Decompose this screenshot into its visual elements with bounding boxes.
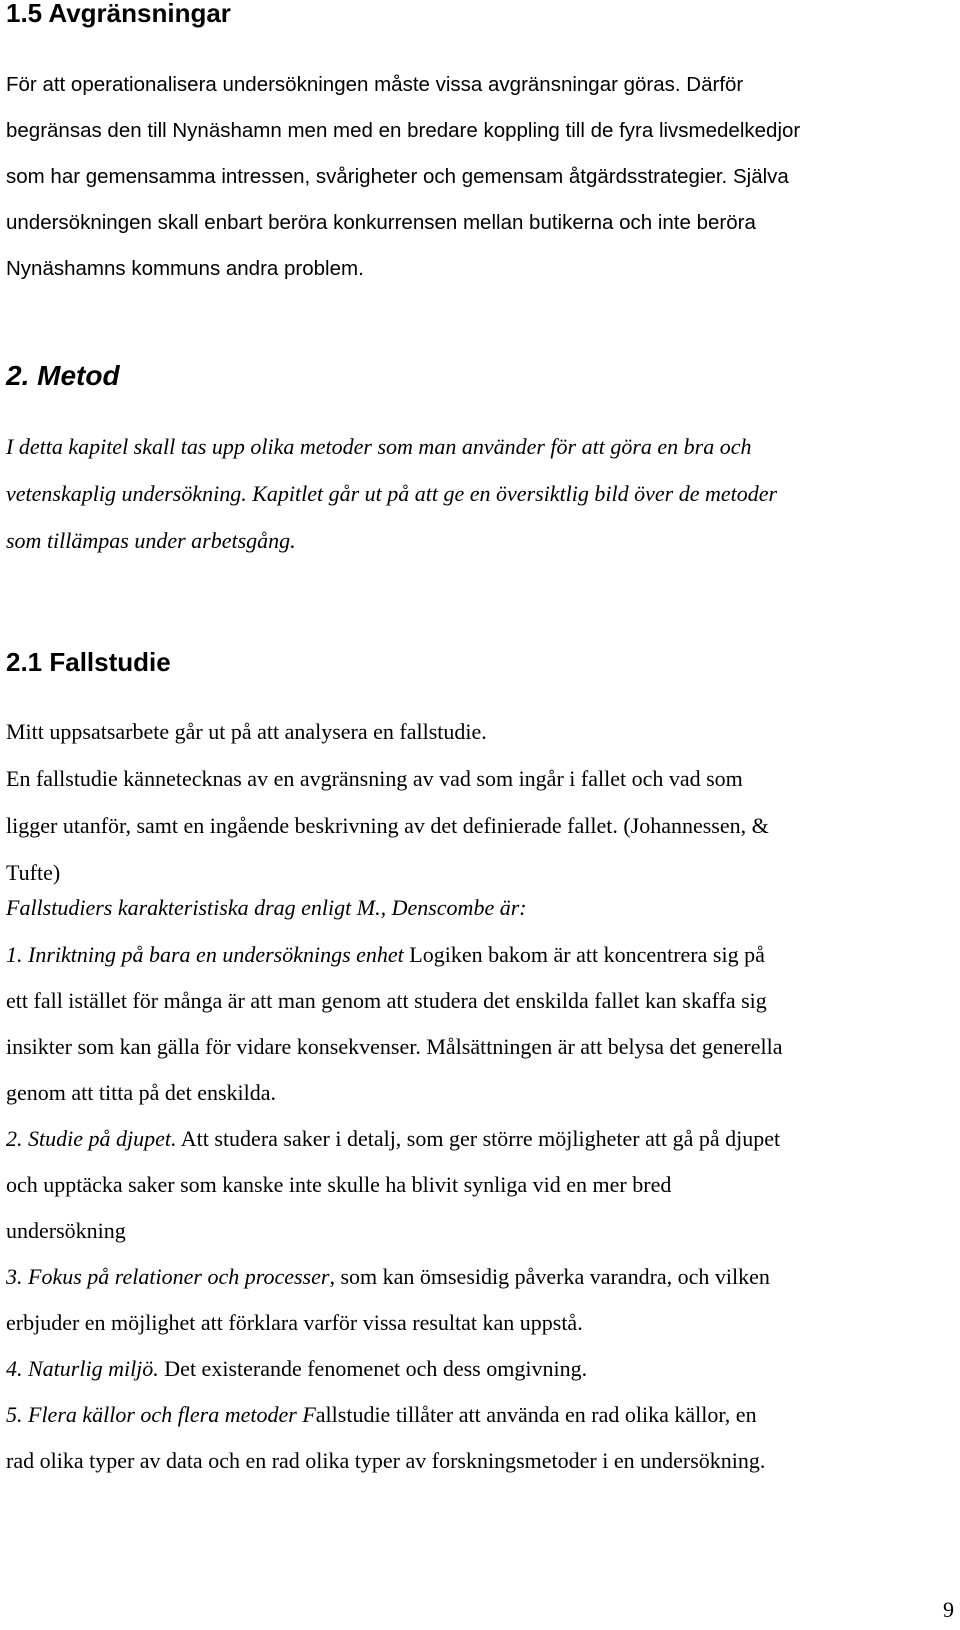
- text-span: Själva: [732, 165, 789, 188]
- text-line: som tillämpas under arbetsgång.: [6, 528, 296, 553]
- characteristics-list: [6, 932, 956, 1484]
- text-line: Mitt uppsatsarbete går ut på att analysera en fallstudie.: [6, 719, 487, 744]
- text-line: undersökning: [6, 1218, 126, 1243]
- list-item: [6, 932, 956, 978]
- list-item: [6, 1392, 956, 1438]
- section-heading-1-5: 1.5 Avgränsningar: [6, 0, 231, 28]
- text-line: Tufte): [6, 860, 61, 885]
- paragraph-fallstudie-intro: [6, 708, 956, 896]
- list-intro: Fallstudiers karakteristiska drag enligt M., Denscombe är:: [6, 895, 527, 920]
- list-item-lead: 5. Flera källor och flera metoder F: [6, 1402, 316, 1427]
- page-number: 9: [943, 1597, 954, 1622]
- text-line: rad olika typer av data och en rad olika typer av forskningsmetoder i en undersökning.: [6, 1448, 766, 1473]
- text-line: En fallstudie kännetecknas av en avgränsning av vad som ingår i fallet och vad som: [6, 766, 743, 791]
- list-item-text: allstudie tillåter att använda en rad olika källor, en: [315, 1402, 757, 1427]
- text-line: ligger utanför, samt en ingående beskrivning av det definierade fallet. (Johannessen, &: [6, 813, 769, 838]
- text-line: genom att titta på det enskilda.: [6, 1080, 277, 1105]
- section-heading-2-1: 2.1 Fallstudie: [6, 647, 171, 677]
- text-line: erbjuder en möjlighet att förklara varför vissa resultat kan uppstå.: [6, 1310, 583, 1335]
- text-line: ett fall istället för många är att man genom att studera det enskilda fallet kan skaffa sig: [6, 988, 767, 1013]
- list-item-text: Det existerande fenomenet och dess omgivning.: [158, 1356, 588, 1381]
- list-item-text: Logiken bakom är att koncentrera sig på: [403, 942, 765, 967]
- list-item: [6, 1116, 956, 1162]
- text-line: och upptäcka saker som kanske inte skulle ha blivit synliga vid en mer bred: [6, 1172, 672, 1197]
- text-line: [6, 154, 956, 200]
- list-item-text: Att studera saker i detalj, som ger större möjligheter att gå på djupet: [176, 1126, 781, 1151]
- list-item-lead: 4. Naturlig miljö.: [6, 1356, 159, 1381]
- list-item-text: , som kan ömsesidig påverka varandra, och vilken: [329, 1264, 770, 1289]
- text-line: begränsas den till Nynäshamn men med en bredare koppling till de fyra livsmedelkedjor: [6, 119, 801, 142]
- text-span: som har gemensamma intressen, svårigheter och gemensam åtgärdsstrategier.: [6, 165, 728, 188]
- paragraph-avgransningar: [6, 62, 956, 292]
- list-item-lead: 3. Fokus på relationer och processer: [6, 1264, 330, 1289]
- text-line: vetenskaplig undersökning. Kapitlet går ut på att ge en översiktlig bild över de metoder: [6, 481, 778, 506]
- list-item-lead: 1. Inriktning på bara en undersöknings enhet: [6, 942, 404, 967]
- section-heading-2: 2. Metod: [6, 360, 120, 391]
- text-line: insikter som kan gälla för vidare konsekvenser. Målsättningen är att belysa det generella: [6, 1034, 783, 1059]
- text-line: undersökningen skall enbart beröra konkurrensen mellan butikerna och inte beröra: [6, 211, 756, 234]
- list-item: [6, 1254, 956, 1300]
- list-item-lead: 2. Studie på djupet.: [6, 1126, 177, 1151]
- text-line: För att operationalisera undersökningen måste vissa avgränsningar göras. Därför: [6, 73, 744, 96]
- text-line: I detta kapitel skall tas upp olika metoder som man använder för att göra en bra och: [6, 434, 752, 459]
- paragraph-metod: [6, 423, 956, 564]
- list-item: [6, 1346, 956, 1392]
- text-line: Nynäshamns kommuns andra problem.: [6, 257, 364, 280]
